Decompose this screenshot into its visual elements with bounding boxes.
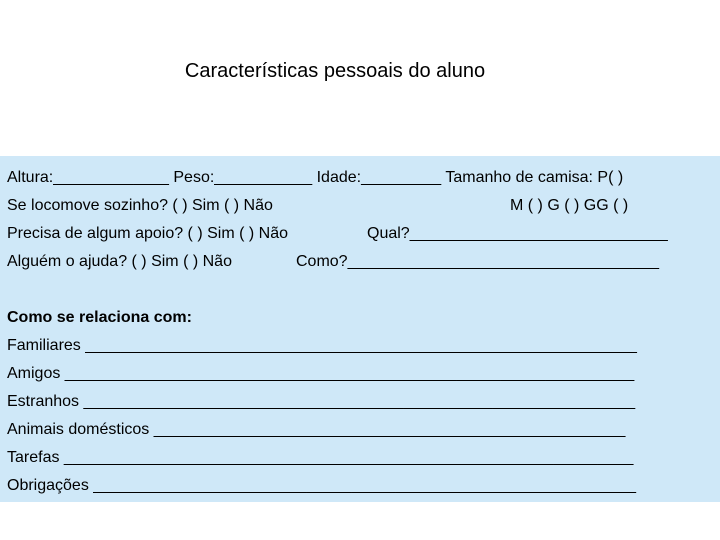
relation-friends: Amigos ________________________________________________________________ bbox=[7, 365, 635, 382]
support-question: Precisa de algum apoio? ( ) Sim ( ) Não bbox=[7, 225, 288, 242]
relation-tasks: Tarefas ________________________________________________________________ bbox=[7, 449, 634, 466]
relation-pets: Animais domésticos _____________________________________________________ bbox=[7, 421, 626, 438]
measurements-line: Altura:_____________ Peso:___________ Idade:_________ Tamanho de camisa: P( ) bbox=[7, 169, 624, 186]
helper-question: Alguém o ajuda? ( ) Sim ( ) Não bbox=[7, 253, 232, 270]
relation-family: Familiares ______________________________________________________________ bbox=[7, 337, 637, 354]
relation-obligations: Obrigações _____________________________________________________________ bbox=[7, 477, 637, 494]
relation-strangers: Estranhos ______________________________________________________________ bbox=[7, 393, 636, 410]
mobility-question: Se locomove sozinho? ( ) Sim ( ) Não bbox=[7, 197, 273, 214]
helper-how-field: Como?___________________________________ bbox=[296, 253, 660, 270]
page-title: Características pessoais do aluno bbox=[184, 60, 486, 82]
shirt-size-options: M ( ) G ( ) GG ( ) bbox=[510, 197, 629, 214]
relationship-heading: Como se relaciona com: bbox=[7, 309, 192, 326]
support-which-field: Qual?_____________________________ bbox=[367, 225, 668, 242]
